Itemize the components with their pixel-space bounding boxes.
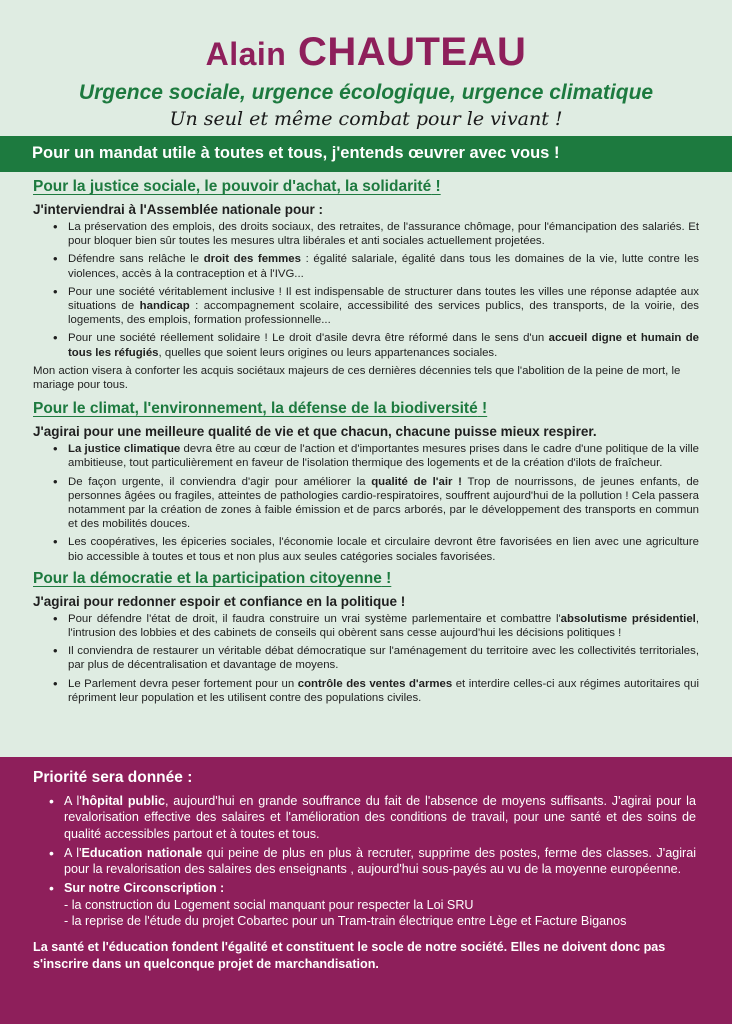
section-closing: Mon action visera à conforter les acquis sociétaux majeurs de ces dernières décennies tels que l'abolition de la peine de mort, le mariage pour tous. [33,364,681,392]
bold-text: La justice climatique [68,443,181,456]
priority-item-circonscription [47,880,696,929]
bold-text: droit des femmes [203,253,301,266]
list-item: • Le Parlement devra peser fortement pour un contrôle des ventes d'armes et interdire celles-ci aux régimes autoritaires qui répriment leur population et les utilisent contre des populations civiles. [47,677,699,705]
bold-text: accueil digne et humain de tous les réfugiés [68,332,699,359]
list-item: • Il conviendra de restaurer un véritable débat démocratique sur l'aménagement du territoire avec les collectivités territoriales, par plus de décentralisation et davantage de moyens. [47,644,699,672]
section-list [47,612,699,705]
list-item: • Les coopératives, les épiceries sociales, l'économie locale et circulaire devront être favorisées en lien avec une agriculture bio accessible à toutes et tous et non plus aux seules catégories sociales favorisées. [47,535,699,563]
list-item: • La justice climatique devra être au cœur de l'action et d'importantes mesures prises dans le cadre d'une politique de la ville ambitieuse, tout particulièrement en faveur de l'isolation thermique des logements et de la création d'ilots de fraîcheur. [47,442,699,470]
bold-text: absolutisme présidentiel [560,612,696,625]
section-title: Pour le climat, l'environnement, la défense de la biodiversité ! [33,400,488,418]
list-item: • Pour une société réellement solidaire ! Le droit d'asile devra être réformé dans le sens d'un accueil digne et humain de tous les réfugiés, quelles que soient leurs origines ou leurs appartenances sociales. [47,331,699,359]
bold-text: hôpital public [81,794,165,808]
section-intro: J'agirai pour une meilleure qualité de vie et que chacun, chacune puisse mieux respirer. [33,424,597,440]
tagline: Un seul et même combat pour le vivant ! [169,108,563,130]
priority-list [47,793,696,929]
subtitle: Urgence sociale, urgence écologique, urgence climatique [78,81,654,104]
priority-title: Priorité sera donnée : [33,769,193,786]
circonscription-item: - la reprise de l'étude du projet Cobartec pour un Tram-train électrique entre Lège et Facture Biganos [64,914,627,929]
priority-closing: La santé et l'éducation fondent l'égalité et constituent le socle de notre société. Elles ne doivent donc pas s'inscrire dans un quelconque projet de marchandisation. [33,940,666,971]
banner: Pour un mandat utile à toutes et tous, j'entends œuvrer avec vous ! [0,136,732,172]
priority-item: • A l'Education nationale qui peine de plus en plus à recruter, supprime des postes, ferme des classes. J'agirai pour la revalorisation des salaires des enseignants , aujourd'hui sous-payés au vu de la moyenne européenne. [47,845,696,878]
section-list [47,220,699,360]
list-item: • Pour une société véritablement inclusive ! Il est indispensable de structurer dans toutes les villes une réponse adaptée aux situations de handicap : accompagnement scolaire, accessibilité des services publics, des transports, de la voirie, des logements, des emplois, formation professionnelle... [47,285,699,328]
priority-item: • A l'hôpital public, aujourd'hui en grande souffrance du fait de l'absence de moyens suffisants. J'agirai pour la revalorisation effective des salaires et l'amélioration des conditions de travail, pour une santé et des soins de qualité accessibles partout et à toutes et tous. [47,793,696,842]
first-name: Alain [205,36,287,72]
list-item: • Pour défendre l'état de droit, il faudra construire un vrai système parlementaire et combattre l'absolutisme présidentiel, l'intrusion des lobbies et des cabinets de conseils qui obèrent sans cesse aujourd'hui les décisions politiques ! [47,612,699,640]
last-name: CHAUTEAU [297,30,527,74]
header [0,0,732,136]
list-item: • Défendre sans relâche le droit des femmes : égalité salariale, égalité dans tous les domaines de la vie, lutte contre les violences, accès à la contraception et à l'IVG... [47,252,699,280]
section-intro: J'interviendrai à l'Assemblée nationale pour : [33,202,324,217]
circonscription-item: - la construction du Logement social manquant pour respecter la Loi SRU [64,897,474,912]
bold-text: qualité de l'air ! [371,475,462,488]
bold-text: Education nationale [81,845,203,860]
priority-box [0,757,732,1024]
program-content [33,178,699,709]
section-list [47,442,699,564]
bold-text: contrôle des ventes d'armes [297,677,453,690]
circonscription-title: Sur notre Circonscription : [64,881,225,896]
section-title: Pour la justice sociale, le pouvoir d'achat, la solidarité ! [33,178,441,195]
list-item: • De façon urgente, il conviendra d'agir pour améliorer la qualité de l'air ! Trop de nourrissons, de jeunes enfants, de personnes âgées ou fragiles, atteintes de pathologies cardio-respiratoires, souffrent aujourd'hui de la pollution ! Cela passera notamment par la création de zones à faible émission et de parcs arborés, par le développement des transports en commun et des mobilités douces. [47,475,699,532]
list-item: • La préservation des emplois, des droits sociaux, des retraites, de l'assurance chômage, pour l'émancipation des salariés. Et pour bloquer bien sûr toutes les mesures ultra libérales et anti sociales actuellement projetées. [47,220,699,248]
section-title: Pour la démocratie et la participation citoyenne ! [33,569,392,587]
bold-text: handicap [139,300,190,313]
candidate-name [0,30,732,75]
section-intro: J'agirai pour redonner espoir et confiance en la politique ! [33,593,406,609]
